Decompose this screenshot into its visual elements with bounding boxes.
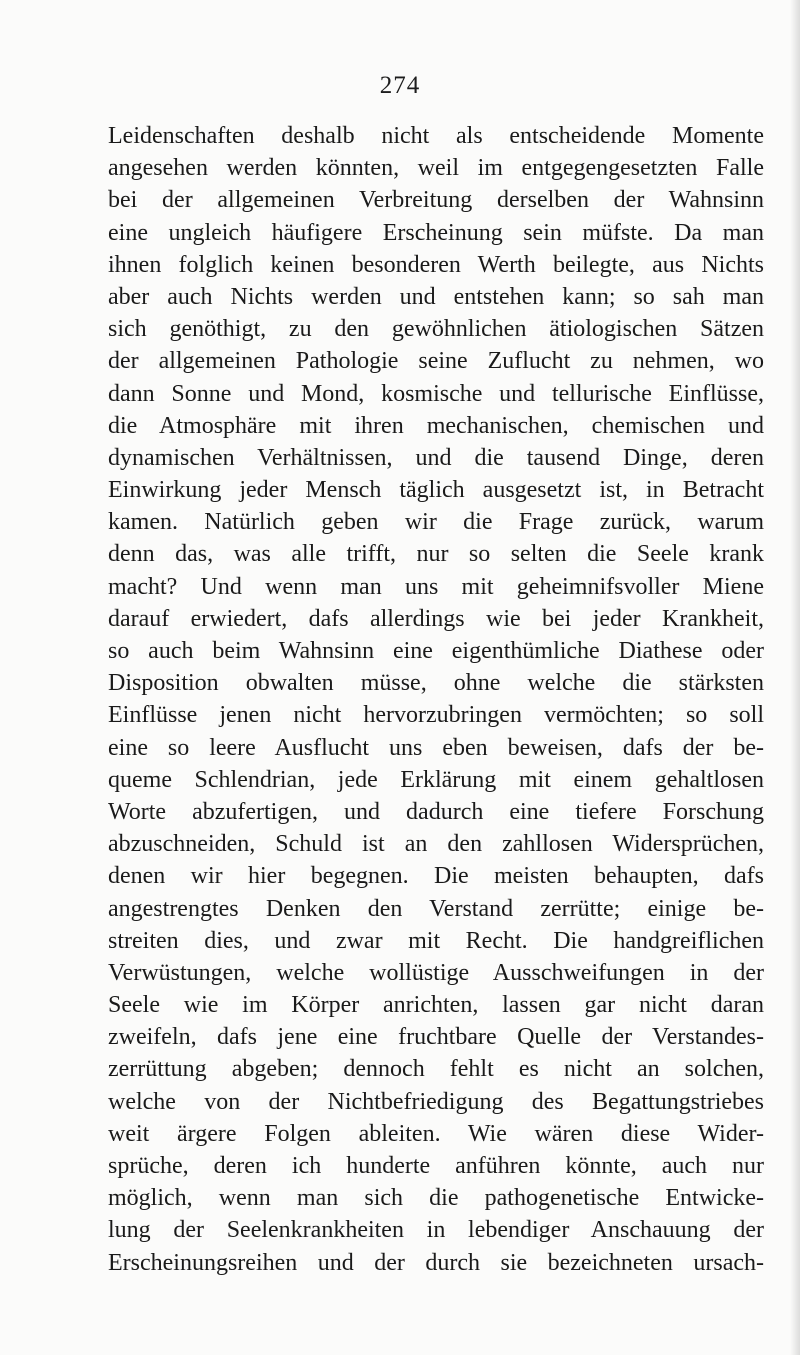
text-line: macht? Und wenn man uns mit geheimnifsvoller Miene	[108, 573, 764, 600]
text-line: Einwirkung jeder Mensch täglich ausgesetzt ist, in Betracht	[108, 477, 764, 504]
text-line: welche von der Nichtbefriedigung des Begattungstriebes	[108, 1088, 764, 1115]
body-text	[108, 120, 764, 1279]
text-line: Seele wie im Körper anrichten, lassen gar nicht daran	[108, 992, 764, 1019]
text-line: dann Sonne und Mond, kosmische und tellurische Einflüsse,	[108, 380, 764, 407]
text-line: Disposition obwalten müsse, ohne welche die stärksten	[108, 670, 764, 697]
text-line: queme Schlendrian, jede Erklärung mit einem gehaltlosen	[108, 766, 764, 793]
text-line: aber auch Nichts werden und entstehen kann; so sah man	[108, 283, 764, 310]
text-line: dynamischen Verhältnissen, und die tausend Dinge, deren	[108, 444, 764, 471]
text-line: möglich, wenn man sich die pathogenetische Entwicke-	[108, 1185, 764, 1212]
text-line: Erscheinungsreihen und der durch sie bezeichneten ursach-	[108, 1249, 764, 1276]
text-line: Leidenschaften deshalb nicht als entscheidende Momente	[108, 123, 764, 149]
text-line: abzuschneiden, Schuld ist an den zahllosen Widersprüchen,	[108, 831, 764, 858]
text-line: eine so leere Ausflucht uns eben beweisen, dafs der be-	[108, 734, 764, 761]
text-line: Verwüstungen, welche wollüstige Ausschweifungen in der	[108, 959, 764, 986]
text-line: Worte abzufertigen, und dadurch eine tiefere Forschung	[108, 798, 764, 825]
text-line: der allgemeinen Pathologie seine Zuflucht zu nehmen, wo	[108, 348, 764, 375]
text-line: Einflüsse jenen nicht hervorzubringen vermöchten; so soll	[108, 702, 764, 729]
text-line: eine ungleich häufigere Erscheinung sein müfste. Da man	[108, 219, 764, 246]
text-line: sprüche, deren ich hunderte anführen könnte, auch nur	[108, 1153, 764, 1179]
page-number: 274	[379, 72, 421, 99]
text-line: zweifeln, dafs jene eine fruchtbare Quelle der Verstandes-	[108, 1024, 764, 1051]
text-line: streiten dies, und zwar mit Recht. Die handgreiflichen	[108, 927, 764, 954]
text-line: weit ärgere Folgen ableiten. Wie wären diese Wider-	[108, 1120, 764, 1147]
text-line: kamen. Natürlich geben wir die Frage zurück, warum	[108, 509, 764, 536]
text-line: denen wir hier begegnen. Die meisten behaupten, dafs	[108, 863, 764, 890]
text-line: denn das, was alle trifft, nur so selten die Seele krank	[108, 541, 764, 568]
text-line: sich genöthigt, zu den gewöhnlichen ätiologischen Sätzen	[108, 316, 764, 343]
text-line: die Atmosphäre mit ihren mechanischen, chemischen und	[108, 412, 764, 439]
text-line: lung der Seelenkrankheiten in lebendiger Anschauung der	[108, 1217, 764, 1244]
text-line: angesehen werden könnten, weil im entgegengesetzten Falle	[108, 155, 764, 182]
text-line: zerrüttung abgeben; dennoch fehlt es nicht an solchen,	[108, 1056, 764, 1083]
text-line: darauf erwiedert, dafs allerdings wie bei jeder Krankheit,	[108, 605, 764, 632]
text-line: bei der allgemeinen Verbreitung derselben der Wahnsinn	[108, 187, 764, 214]
text-line: so auch beim Wahnsinn eine eigenthümliche Diathese oder	[108, 638, 764, 664]
text-line: angestrengtes Denken den Verstand zerrütte; einige be-	[108, 895, 764, 922]
page-edge-shadow	[790, 0, 800, 1355]
text-line: ihnen folglich keinen besonderen Werth beilegte, aus Nichts	[108, 251, 764, 278]
